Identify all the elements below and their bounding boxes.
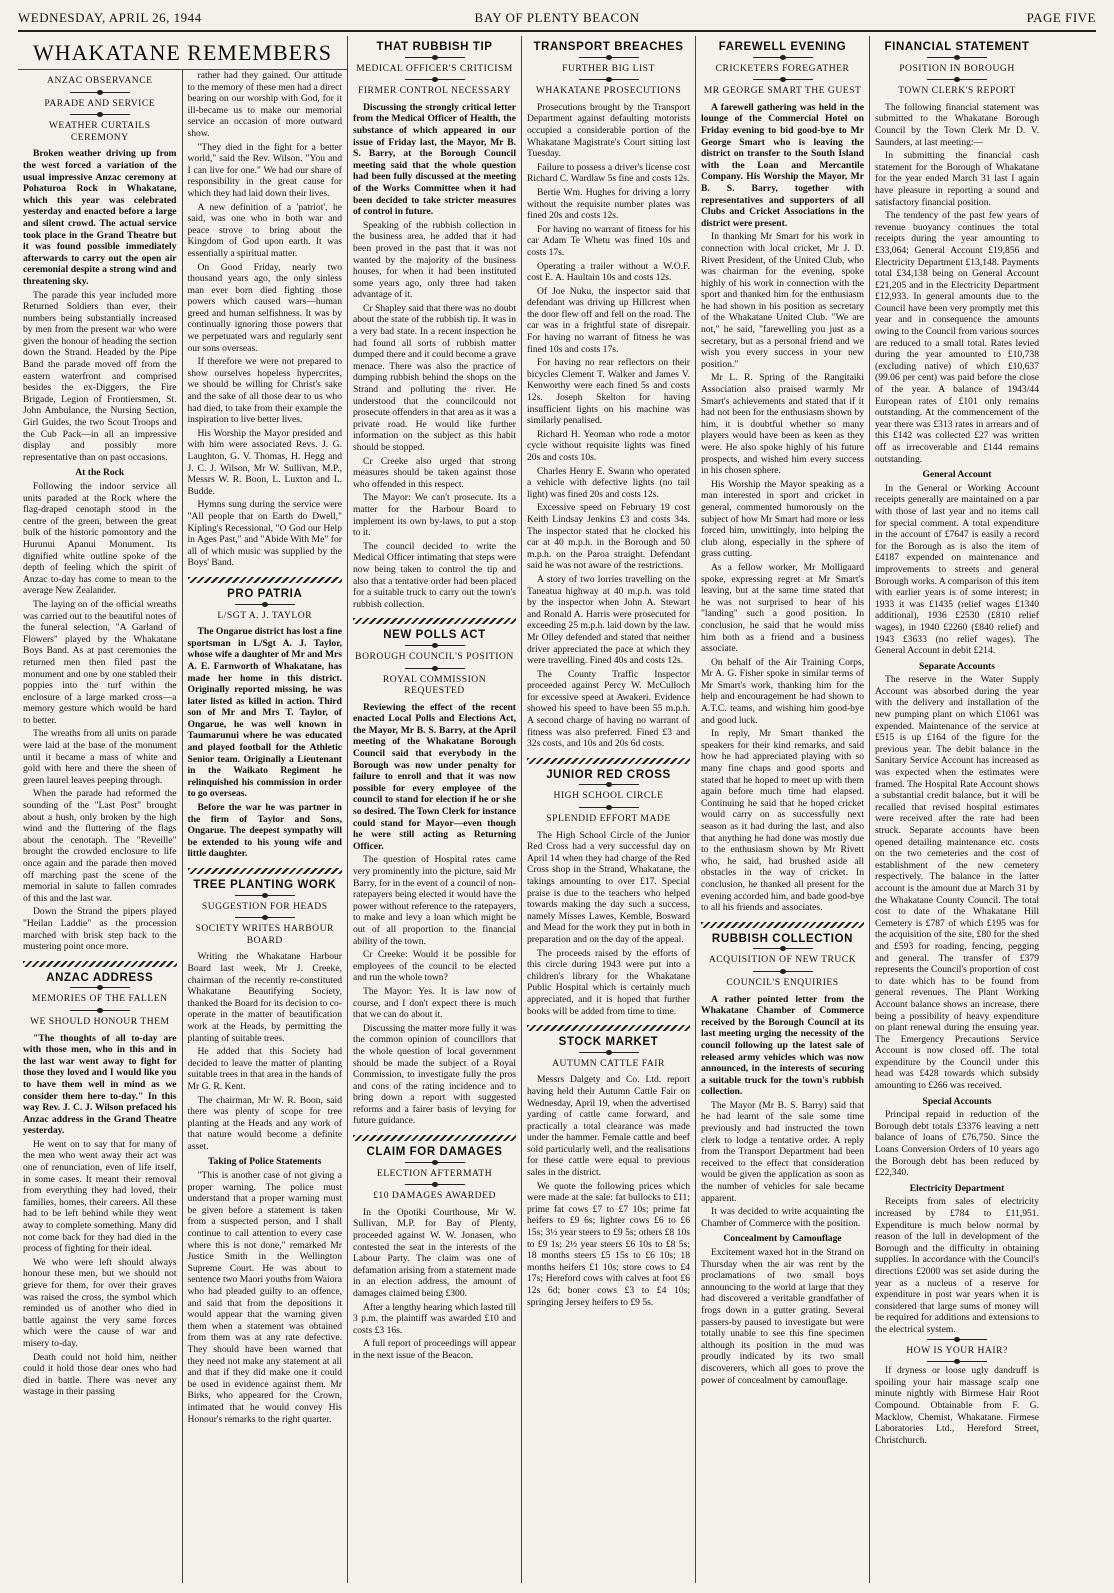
transport-p6: Of Joe Nuku, the inspector said that defendant was driving up Hillcrest when the door flew off and fell on the road. The car was in a frightful state of disrepair. For having no warrant of fitness he was fined 10s and costs 17s. bbox=[527, 285, 690, 355]
financial-p3: The tendency of the past few years of revenue buoyancy continues the total receipts during the year amounting to £33,064; General Account £19,856 and Electricity Department £13,148. Payments total £34,138 being on General Account £21,205 and in the Electricity Department £12,933. In general amounts due to the Council have been very promptly met this year and in consequence the amounts owing to the Council from various sources are reduced to a small total. Rates levied during the year amounted to £10,738 (excluding native) of which £10,637 (99.06 per cent) was paid before the close of the year. A balance of 1943/44 European rates of £101 only remains outstanding. At the commencement of the year there was £313 rates in arrears and of this £142 was collected £27 was written off as irrecoverable and £144 remains outstanding. bbox=[875, 210, 1039, 465]
general-account-head: General Account bbox=[922, 469, 992, 481]
financial-p6: Principal repaid in reduction of the Borough debt totals £3376 leaving a nett balance of loans of £76,750. Since the Loans Conversion Orders of 10 years ago the Borough debt has been reduced by £22,340. bbox=[875, 1109, 1039, 1179]
divider bbox=[235, 895, 295, 896]
stock-market-p2: We quote the following prices which were made at the sale: fat bullocks to £11; prime fat cows £7 to £7 10s; prime fat heifers to £9 6s; lighter cows £6 to £6 15s; 3½ year steers to £9 5s; others £8 10s to £9 1s; 2½ year steers £6 10s to £8 5s; 18 months steers £5 15s to £6 10s; 18 months heifers £1 10s; store cows to £4 17s; Hereford cows with calves at foot £6 12s 6d; boner cows £3 to £4 10s; springing Jersey heifers to £9 5s. bbox=[527, 1180, 690, 1308]
financial-p7: Receipts from sales of electricity increased by £784 to £11,951. Expenditure is much below normal by reason of the lull in development of the Borough and the difficulty in obtaining supplies. In accordance with the Council's directions £2000 was set aside during the year as a nucleus of a reserve for expenditure in post war years when it is considered that large sums of money will be required for additions and extensions to the electrical system. bbox=[875, 1196, 1039, 1335]
transport-p9: Charles Henry E. Swann who operated a vehicle with defective lights (no tail light) was fined 20s and costs 12s. bbox=[527, 465, 690, 500]
anzac-address-cont-p5: If therefore we were not prepared to show ourselves hopeless hypercrites, we should be willing for Christ's sake and the sake of all those dear to us who had died, to take from their example the inspiration to live better lives. bbox=[187, 356, 342, 426]
transport-p10: Excessive speed on February 19 cost Keith Lindsay Jenkins £3 and costs 34s. The inspector stated that he clocked his car at 40 m.p.h. in the Borough and 50 m.p.h. on the Paroa straight. Defendant said he was not aware of the restrictions. bbox=[527, 502, 690, 572]
divider bbox=[927, 1361, 987, 1362]
transport-p3: Bertie Wm. Hughes for driving a lorry without the requisite number plates was fined 20s and costs 12s. bbox=[527, 186, 690, 222]
red-cross-head: JUNIOR RED CROSS bbox=[546, 768, 671, 781]
column-2 bbox=[183, 70, 348, 1583]
rubbish-tip-sub1: MEDICAL OFFICER'S CRITICISM bbox=[356, 62, 513, 74]
camouflage-head: Concealment by Camouflage bbox=[723, 1233, 842, 1245]
pro-patria-lead: The Ongarue district has lost a fine sportsman in L/Sgt A. J. Taylor, whose wife a daughter of Mr and Mrs A. E. Farnworth of Whakatane, has made her home in this district. Originally reported missing, he was later listed as killed in action. Third son of Mr and Mrs T. Taylor, of Ongarue, he was well known in Taumarunui where he was educated and played football for the Athletic Senior team. Originally a Lieutenant in the Waikato Regiment he relinquished his commission in order to go overseas. bbox=[187, 626, 342, 800]
transport-p4: For having no warrant of fitness for his car Adam Te Whetu was fined 10s and costs 17s. bbox=[527, 223, 690, 258]
zigzag-divider bbox=[353, 618, 516, 624]
transport-p7: For having no rear reflectors on their bicycles Clement T. Walker and James V. Kenworthy were each fined 5s and costs 12s. Joseph Skelton for having insufficient lights on his machine was similarly penalised. bbox=[527, 357, 690, 427]
transport-head: TRANSPORT BREACHES bbox=[533, 41, 684, 53]
damages-p1: In the Opotiki Courthouse, Mr W. Sullivan, M.P. for Bay of Plenty, proceeded against W. W. Jonasen, who contested the seat in the interests of the Labour Party. The claim was one of defamation arising from a statement made in an election address, the amount of damages claimed being £300. bbox=[353, 1206, 516, 1299]
anzac-address-cont-p2: "They died in the fight for a better world," said the Rev. Wilson. "You and I can live for one." We had our share of responsibility in the great cause for which they had laid down their lives. bbox=[187, 141, 342, 199]
farewell-p5: On behalf of the Air Training Corps, Mr A. G. Fisher spoke in similar terms of Mr Smart's work, thanking him for the help and encouragement he had shown to A.T.C. teams, and wishing him good-bye and good luck. bbox=[701, 656, 864, 726]
tree-planting-p3: The chairman, Mr W. R. Boon, said there was plenty of scope for tree planting at the Heads and any work of that nature would become a definite asset. bbox=[187, 1094, 342, 1152]
rubbish-tip-sub2: FIRMER CONTROL NECESSARY bbox=[358, 85, 511, 97]
divider bbox=[579, 57, 639, 58]
anzac-observance-p2: Following the indoor service all units paraded at the Rock where the flag-draped cenotaph stood in the centre of the green, between the great bulk of the historic pomontory and the Hurunui Apanui Monument. Its dignified white outline spoke of the depth of feeling which the spirit of Anzac to-day has come to mean to the average New Zealander. bbox=[23, 481, 177, 597]
polls-act-p1: The question of Hospital rates came very prominently into the picture, said Mr Barry, for in the event of a council of non-ratepayers being elected it would have the power without reference to the ratepayers, to make and levy a loan which might be out of all proportion to the financial ability of the town. bbox=[353, 854, 516, 947]
farewell-lead: A farewell gathering was held in the lounge of the Commercial Hotel on Friday evening to bid good-bye to Mr George Smart who is leaving the district on transfer to the South Island with the Loan and Mercantile Company. His Worship the Mayor, Mr B. S. Barry, together with representatives and supporters of all Clubs and Cricket Associations in the district were present. bbox=[701, 101, 864, 229]
whakatane-remembers-title: WHAKATANE REMEMBERS bbox=[18, 36, 347, 70]
zigzag-divider bbox=[527, 1025, 690, 1031]
damages-head: CLAIM FOR DAMAGES bbox=[366, 1146, 503, 1159]
zigzag-divider bbox=[188, 868, 343, 874]
polls-act-p3: The Mayor: Yes. It is law now of course, and I don't expect there is much that we can do about it. bbox=[353, 985, 516, 1021]
anzac-address-head: ANZAC ADDRESS bbox=[46, 971, 154, 984]
polls-act-p4: Discussing the matter more fully it was the common opinion of councillors that the whole question of local government should be made the subject of a Royal Commission, to investigate fully the pros and cons of the rating incidence and to bring down a report with suggested reforms and a fairer basis of levying for future guidance. bbox=[353, 1022, 516, 1127]
red-cross-p2: The proceeds raised by the efforts of this circle during 1943 were put into a children's library for the Whakatane Public Hospital which is certainly much appreciated, and it is hoped that further books will be added from time to time. bbox=[527, 947, 690, 1017]
tree-planting-sub2: SOCIETY WRITES HARBOUR BOARD bbox=[195, 923, 334, 946]
anzac-observance-head: ANZAC OBSERVANCE bbox=[47, 75, 153, 86]
anzac-observance-sub1: PARADE AND SERVICE bbox=[44, 97, 156, 109]
hair-ad-head: HOW IS YOUR HAIR? bbox=[906, 1344, 1008, 1356]
divider bbox=[579, 79, 639, 80]
divider bbox=[405, 1184, 465, 1185]
farewell-p1: In thanking Mr Smart for his work in connection with local cricket, Mr J. D. Rivett President, of the United Club, who was chairman for the evening, spoke highly of his work in connection with the sport and thanked him for the enthusiasm he had shown in his position as secretary of the Whakatane United Club. "We are not," he said, "farewelling you just as a secretary, but as a personal friend and we wish you every success in your new position." bbox=[701, 231, 864, 370]
anzac-address-sub1: MEMORIES OF THE FALLEN bbox=[31, 993, 168, 1005]
farewell-p3: His Worship the Mayor speaking as a man interested in sport and cricket in general, commented humorously on the subject of how Mr Smart had more or less forced him, unwittingly, into helping the club along, especially in the sphere of grass cutting. bbox=[701, 478, 864, 560]
tree-planting-sub1: SUGGESTION FOR HEADS bbox=[201, 900, 328, 912]
financial-sub2: TOWN CLERK'S REPORT bbox=[898, 85, 1016, 97]
farewell-sub1: CRICKETERS FOREGATHER bbox=[715, 62, 850, 74]
damages-sub2: £10 DAMAGES AWARDED bbox=[373, 1190, 496, 1202]
transport-sub2: WHAKATANE PROSECUTIONS bbox=[535, 85, 682, 97]
pro-patria-sub: L/SGT A. J. TAYLOR bbox=[217, 609, 313, 621]
farewell-p2: Mr L. R. Spring of the Rangitaiki Association also praised warmly Mr Smart's achievements and stated that if it had not been for the enthusiasm shown by him, it is doubtful whether so many players would have been as keen as they were. He also spoke highly of his future prospects, and wished him every success in his chosen sphere. bbox=[701, 372, 864, 477]
transport-p2: Failure to possess a driver's license cost Richard C. Wardlaw 5s fine and costs 12s. bbox=[527, 161, 690, 185]
anzac-address-p1: He went on to say that for many of the men who went away their act was one of renunciation, even of life itself, in some cases. It meant their removal from everything they had loved, their families, homes, their careers. All these had to be left behind while they went away to complete something. Many did not come back for they had died in the process of fighting for their ideal. bbox=[23, 1138, 177, 1255]
whakatane-remembers-section bbox=[18, 36, 348, 1583]
rubbish-collection-p2: It was decided to write acquainting the Chamber of Commerce with the position. bbox=[701, 1206, 864, 1229]
divider bbox=[235, 604, 295, 605]
stock-market-head: STOCK MARKET bbox=[558, 1036, 659, 1049]
polls-act-lead: Reviewing the effect of the recent enacted Local Polls and Elections Act, the Mayor, Mr B. S. Barry, at the April meeting of the Whakatane Borough Council said that everybody in the Borough was now under penalty for failure to enroll and that it was now possible for every employee of the council to stand for election if he or she so desired. The Town Clerk for instance could stand for Mayor—even though he were still acting as Returning Officer. bbox=[353, 701, 516, 852]
pro-patria-head: PRO PATRIA bbox=[227, 587, 303, 600]
at-the-rock-head: At the Rock bbox=[75, 467, 125, 479]
divider bbox=[70, 114, 130, 115]
tree-planting-p2: He added that this Society had decided to leave the matter of planting suitable trees in that area in the hands of Mr G. R. Kent. bbox=[187, 1046, 343, 1092]
anzac-observance-p5: When the parade had reformed the sounding of the "Last Post" brought about a hush, only broken by the high wind and the fluttering of the flags about the cenotaph. The "Reveille" brought the crowded enclosure to life once again and the parade then moved off marching past the scene of the memorial in salute to fallen comrades of this and the last war. bbox=[23, 788, 177, 904]
divider bbox=[70, 1010, 130, 1011]
divider bbox=[927, 1339, 987, 1340]
stock-market-p1: Messrs Dalgety and Co. Ltd. report having held their Autumn Cattle Fair on Wednesday, April 19, when the advertised yarding of cattle came forward, and practically a total clearance was made under the hammer. Female cattle and beef sold particularly well, and the realisations for these cattle were equal to previous sales in the district. bbox=[527, 1074, 690, 1179]
rubbish-tip-head: THAT RUBBISH TIP bbox=[376, 41, 493, 53]
rubbish-tip-p4: The Mayor: We can't prosecute. Its a matter for the Harbour Board to implement its own by-laws, to put a stop to it. bbox=[353, 492, 516, 539]
anzac-address-cont-p1: rather had they gained. Our attitude to the memory of these men had a direct bearing on our worship with God, for it ill-became us to make our memorial service an occasion of more outward show. bbox=[187, 70, 343, 139]
red-cross-sub1: HIGH SCHOOL CIRCLE bbox=[553, 790, 664, 802]
rubbish-collection-sub1: ACQUISITION OF NEW TRUCK bbox=[708, 954, 857, 966]
damages-p2: After a lengthy hearing which lasted till 3 p.m. the plaintiff was awarded £10 and costs £3 16s. bbox=[353, 1301, 516, 1336]
divider bbox=[405, 79, 465, 80]
anzac-address-p3: Death could not hold him, neither could it hold those dear ones who had died in battle. There was never any wastage in their passing bbox=[23, 1351, 177, 1398]
transport-p8: Richard H. Yeoman who rode a motor cycle without requisite lights was fined 20s and costs 10s. bbox=[527, 428, 690, 463]
divider bbox=[927, 79, 987, 80]
divider bbox=[753, 57, 813, 58]
polls-act-head: NEW POLLS ACT bbox=[383, 629, 486, 642]
anzac-address-p2: We who were left should always honour these men, but we should not grieve for them, for over their graves was raised the cross, the symbol which reminded us of another who died in battle against the very same forces which were the cause of war and misery to-day. bbox=[23, 1256, 177, 1349]
divider bbox=[405, 668, 465, 669]
divider bbox=[405, 1162, 465, 1163]
zigzag-divider bbox=[353, 1135, 516, 1141]
divider bbox=[235, 917, 295, 918]
transport-sub1: FURTHER BIG LIST bbox=[562, 62, 655, 74]
special-accounts-head: Special Accounts bbox=[922, 1095, 992, 1107]
newspaper-page bbox=[18, 36, 1096, 1583]
rubbish-tip-lead: Discussing the strongly critical letter from the Medical Officer of Health, the substance of which appeared in our issue of Friday last, the Mayor, Mr B. S. Barry, at the Borough Council meeting said that the whole question had been fully discussed at the meeting of the Works Committee when it had been decided to take stricter measures of control in future. bbox=[353, 101, 516, 218]
camouflage-p: Excitement waxed hot in the Strand on Thursday when the air was rent by the proclamations of two small boys announcing to the world at large that they had discovered a veritable grandfather of frogs down in a gutter grating. Several passers-by paused to investigate but were totally unable to see this fine specimen although its position in the mud was proudly indicated by its two small discoverers, which all goes to prove the power of concealment by camouflage. bbox=[701, 1247, 864, 1386]
rubbish-tip-p1: Speaking of the rubbish collection in the business area, he added that it had been proved in the past that it was not wanted by the majority of the business houses, for when it had been instituted some years ago, only three had taken advantage of it. bbox=[353, 219, 516, 301]
column-4 bbox=[522, 36, 696, 1583]
anzac-address-cont-p4: On Good Friday, nearly two thousand years ago, the only sinless man ever born died fighting those powers which caused wars—human greed and human selfishness. It was by continually ignoring those powers that we perpetuated wars and regularly sent our sons overseas. bbox=[187, 261, 342, 354]
police-statements-head: Taking of Police Statements bbox=[208, 1156, 322, 1168]
financial-sub1: POSITION IN BOROUGH bbox=[899, 62, 1015, 74]
anzac-observance-sub2: WEATHER CURTAILS CEREMONY bbox=[48, 120, 151, 143]
divider bbox=[753, 948, 813, 949]
divider bbox=[927, 57, 987, 58]
divider bbox=[753, 79, 813, 80]
anzac-address-cont-p7: Hymns sung during the service were "All people that on Earth do Dwell," Kipling's Recessional, "O God our Help in Ages Past," and "Abide With Me" for all of which music was supplied by the Boys' Band. bbox=[187, 499, 342, 569]
divider bbox=[579, 784, 639, 785]
financial-p1: The following financial statement was submitted to the Whakatane Borough Council by the Town Clerk Mr D. V. Saunders, at last meeting:— bbox=[875, 101, 1039, 148]
anzac-observance-lead: Broken weather driving up from the west forced a variation of the usual impressive Anzac ceremony at Pohaturoa Rock in Whakatane, which this year was celebrated yesterday and enacted before a large and silent crowd. The actual service took place in the Grand Theatre but it was found possible immediately afterwards to carry out the open air ceremonial despite a strong wind and threatening sky. bbox=[23, 148, 177, 287]
zigzag-divider bbox=[701, 922, 864, 928]
tree-planting-head: TREE PLANTING WORK bbox=[193, 879, 337, 891]
financial-p4: In the General or Working Account receipts generally are maintained on a par with those of last year and no items call for special comment. A total expenditure in the account of £7647 is easily a record for the Borough as is also the item of £4187 expended on maintenance and improvements to streets and general Borough works. A comparison of this item with earlier years is of some interest; in 1933 it was £1435 (relief wages £1340 additional), 1936 £2530 (£810 relief wages), in 1940 £2260 (£840 relief) and 1943 £3633 (no relief wages). The General Account in debit £214. bbox=[875, 482, 1039, 657]
anzac-observance-p4: The wreaths from all units on parade were laid at the base of the monument until it became a mass of white and gold with here and there the sheen of green laurel leaves peeping through. bbox=[23, 728, 177, 786]
transport-p5: Operating a trailer without a W.O.F. cost E. A. Haultain 10s and costs 12s. bbox=[527, 260, 690, 284]
financial-p5: The reserve in the Water Supply Account was absorbed during the year with the delivery and installation of the new pumping plant on which £1061 was expended. Maintenance of the service at £515 is up £164 of the figure for the previous year. The debit balance in the Sanitary Service Account has increased as was expected when the estimates were framed. The Hospital Rate Account shows a substantial credit balance, but it will be recalled that revised hospital estimates were received after the rate had been struck. Separate accounts have been opened detailing maintenance etc. costs on the two cemeteries and the cost of establishment of the new cemetery respectively. The balance in the latter account is the amount due at March 31 by the Whakatane County Council. The total cost to date of the Whakatane Hill Cemetery is £787 of which £195 was for the acquisition of the site, £80 for the shed and £593 for roading, fencing, pegging and general. The transfer of £379 represents the Council's proportion of cost to date which has to be found from general revenues. The Plant Working Account balance shows an increase, there being a possibility of heavy expenditure on plant renewal during the ensuing year. The Emergency Precautions Service Account is now closed off. The total expenditure by the Council under this head was £428 towards which subsidy amounting to £266 was received. bbox=[875, 674, 1039, 1092]
transport-p1: Prosecutions brought by the Transport Department against defaulting motorists occupied a considerable portion of the Whakatane Magistrate's Court sitting last Tuesday. bbox=[527, 101, 690, 160]
tree-planting-p1: Writing the Whakatane Harbour Board last week, Mr J. Creeke, chairman of the recently re-constituted Whakatane Beautifying Society, thanked the Board for its decision to co-operate in the matter of beautification work at the Heads, by permitting the planting of suitable trees. bbox=[187, 951, 342, 1044]
page-number: PAGE FIVE bbox=[1026, 10, 1096, 25]
farewell-p4: As a fellow worker, Mr Molligaard spoke, expressing regret at Mr Smart's leaving, but at the same time stated that he was not surprised to hear of his "landing" such a good position. In conclusion, he said that he would miss him both as a friend and a business associate. bbox=[701, 561, 864, 655]
electricity-head: Electricity Department bbox=[909, 1182, 1005, 1194]
column-1 bbox=[18, 70, 183, 1583]
polls-act-sub2: ROYAL COMMISSION REQUESTED bbox=[382, 673, 487, 697]
transport-p11: A story of two lorries travelling on the Taneatua highway at 40 m.p.h. was told by the inspector when John A. Stewart and Ronald A. Harris were prosecuted for exceeding 25 m.p.h. laid down by the law. Mr Olley defended and stated that neither driver appreciated the pace at which they were travelling. Fined 40s and costs 12s. bbox=[527, 573, 690, 667]
red-cross-sub2: SPLENDID EFFORT MADE bbox=[546, 813, 671, 825]
rubbish-tip-p2: Cr Shapley said that there was no doubt about the state of the rubbish tip. It was in a very bad state. In a recent inspection he had found all sorts of rubbish matter dumped there and it could become a grave menace. There was also the practice of dumping rubbish behind the shops on the Strand and polluting the river. He understood that the councilcould not prosecute offenders in that area as it was a private road. He would like further information on the subject as this habit should be stopped. bbox=[353, 302, 516, 453]
divider bbox=[70, 987, 130, 988]
divider bbox=[753, 971, 813, 972]
divider bbox=[405, 645, 465, 646]
divider bbox=[579, 1052, 639, 1053]
column-5 bbox=[696, 36, 870, 1583]
anzac-address-cont-p3: A new definition of a 'patriot', he said, was one who in both war and peace strove to bring about the Kingdom of God upon earth. It was essentially a spiritual matter. bbox=[187, 201, 342, 259]
divider bbox=[405, 57, 465, 58]
farewell-sub2: MR GEORGE SMART THE GUEST bbox=[703, 85, 862, 97]
column-6 bbox=[870, 36, 1044, 1583]
column-3 bbox=[348, 36, 522, 1583]
damages-sub1: ELECTION AFTERMATH bbox=[376, 1167, 493, 1179]
paper-title: BAY OF PLENTY BEACON bbox=[474, 10, 640, 25]
damages-p3: A full report of proceedings will appear in the next issue of the Beacon. bbox=[353, 1338, 516, 1361]
pro-patria-p2: Before the war he was partner in the firm of Taylor and Sons, Ongarue. The deepest sympathy will be extended to his young wife and little daughter. bbox=[187, 802, 342, 860]
rubbish-collection-lead: A rather pointed letter from the Whakatane Chamber of Commerce received by the Borough Council at its last meeting urging the necessity of the council following up the latest sale of released army vehicles which was now announced, in the interests of securing a suitable truck for the town's rubbish collection. bbox=[701, 993, 864, 1098]
zigzag-divider bbox=[527, 758, 690, 764]
anzac-address-lead: "The thoughts of all to-day are with those men, who in this and in the last war went away to fight for those they loved and I would like you to have them well in mind as we consider them here to-day." In this way Rev. J. C. J. Wilson prefaced his Anzac address in the Grand Theatre yesterday. bbox=[23, 1032, 177, 1137]
rubbish-tip-p5: The council decided to write the Medical Officer intimating that steps were now being taken to control the tip and also that a tentative order had been placed for a suitable truck to carry out the town's rubbish collection. bbox=[353, 540, 516, 610]
anzac-address-sub2: WE SHOULD HONOUR THEM bbox=[29, 1015, 170, 1027]
red-cross-p1: The High School Circle of the Junior Red Cross had a very successful day on April 14 when they had charge of the Red Cross shop in the Strand, Whakatane, the takings amounting to over £17. Special praise is due to the teachers who helped towards making the day such a success, namely Misses Lawes, Kemble, Bosward and Mead for the work they put in both in preparation and on the day of the appeal. bbox=[527, 829, 690, 945]
rubbish-collection-head: RUBBISH COLLECTION bbox=[711, 932, 854, 945]
farewell-head: FAREWELL EVENING bbox=[718, 41, 847, 53]
stock-market-sub: AUTUMN CATTLE FAIR bbox=[552, 1057, 665, 1069]
police-statements-p: "This is another case of not giving a proper warning. The police must understand that a proper warning must be given before a statement is taken from a suspected person, and I shall continue to call attention to every case where this is not done," remarked Mr Justice Smith in the Wellington Supreme Court. He was about to sentence two Maori youths from Waiora who had pleaded guilty to an offence, and said that from the depositions it would appear that the warning given them when a statement was obtained from them was at any rate defective. They should have been warned that they need not make any statement at all and that if they did make one it could be used in evidence against them. Mr Birks, who appeared for the Crown, intimated that he would convey His Honour's remarks to the right quarter. bbox=[187, 1170, 342, 1425]
transport-p12: The County Traffic Inspector proceeded against Percy W. McCulloch for excessive speed at Awakeri. Evidence showed his speed to have been 55 m.p.h. A second charge of having no warrant of fitness was also preferred. Fined £3 and 32s costs, and 10s and 20s 6d costs. bbox=[527, 668, 690, 750]
farewell-p6: In reply, Mr Smart thanked the speakers for their kind remarks, and said how he had appreciated playing with so many fine chaps and good sports and stated that he hoped to meet up with them again before much time had elapsed. Continuing he said that he hoped cricket would carry on as successfully next season as it had during the last, and also that anything he had done was mostly due to the enthusiasm shown by Mr Rivett who, he said, had brushed aside all obstacles in the way of cricket. In conclusion, he thanked all present for the evening accorded him, and bade good-bye to all his friends and associates. bbox=[701, 728, 864, 914]
anzac-address-cont-p6: His Worship the Mayor presided and with him were associated Revs. J. G. Laughton, G. V. Thomas, H. Hegg and J. C. J. Wilson, Mr W. Sullivan, M.P., Messrs W. R. Boon, L. Luxton and L. Budde. bbox=[187, 427, 342, 497]
zigzag-divider bbox=[188, 577, 343, 583]
financial-p2: In submitting the financial cash statement for the Borough of Whakatane for the year ended March 31 last I again have pleasure in reporting a sound and satisfactory financial position. bbox=[875, 150, 1039, 208]
separate-accounts-head: Separate Accounts bbox=[919, 660, 995, 672]
divider bbox=[70, 92, 130, 93]
rubbish-collection-p1: The Mayor (Mr B. S. Barry) said that he had learnt of the sale some time previously and had instructed the town clerk to lodge a tentative order. A reply from the Transport Department had been received to the effect that consideration would be given the application as soon as the number of vehicles for sale became apparent. bbox=[701, 1099, 864, 1204]
anzac-observance-p6: Down the Strand the pipers played "Heilan Laddie" as the procession marched with brisk step back to the mustering point once more. bbox=[23, 906, 177, 953]
financial-head: FINANCIAL STATEMENT bbox=[884, 41, 1030, 53]
masthead bbox=[18, 8, 1096, 32]
rubbish-collection-sub2: COUNCIL'S ENQUIRIES bbox=[726, 976, 839, 988]
polls-act-p2: Cr Creeke: Would it be possible for employees of the council to be elected and run the whole town? bbox=[353, 949, 516, 984]
anzac-observance-p3: The laying on of the official wreaths was carried out to the beautiful notes of the funeral selection, "A Garland of Flowers" played by the Whakatane Boys Band. As at past ceremonies the returned men then filed past the monument and one by one stabled their poppies into the turf within the enclosure of a large marked cross—a memory gesture which would be hard to better. bbox=[23, 598, 177, 726]
polls-act-sub1: BOROUGH COUNCIL'S POSITION bbox=[355, 650, 514, 662]
hair-ad-text: If dryness or loose ugly dandruff is spoiling your hair massage scalp one minute nightly with Birmese Hair Root Compound. Obtainable from F. G. Macklow, Chemist, Whakatane. Firmese Laboratories Ltd., Hereford Street, Christchurch. bbox=[875, 1365, 1039, 1446]
zigzag-divider bbox=[23, 961, 177, 967]
divider bbox=[579, 807, 639, 808]
rubbish-tip-p3: Cr Creeke also urged that strong measures should be taken against those who offended in this respect. bbox=[353, 455, 516, 490]
anzac-observance-p1: The parade this year included more Returned Soldiers than ever, their numbers being substantially increased by men from the present war who were given the honour of heading the section down the Strand. Headed by the Pipe Band the parade moved off from the eastern waterfront and comprised besides the ex-Diggers, the Fire Brigade, Legion of Frontiersmen, St. John Ambulance, the Nursing Section, Girl Guides, the two Scout Troops and the Cub Pack—in all an impressive display and possibly more representative than on past occasions. bbox=[23, 289, 177, 463]
issue-date: WEDNESDAY, APRIL 26, 1944 bbox=[18, 10, 202, 25]
